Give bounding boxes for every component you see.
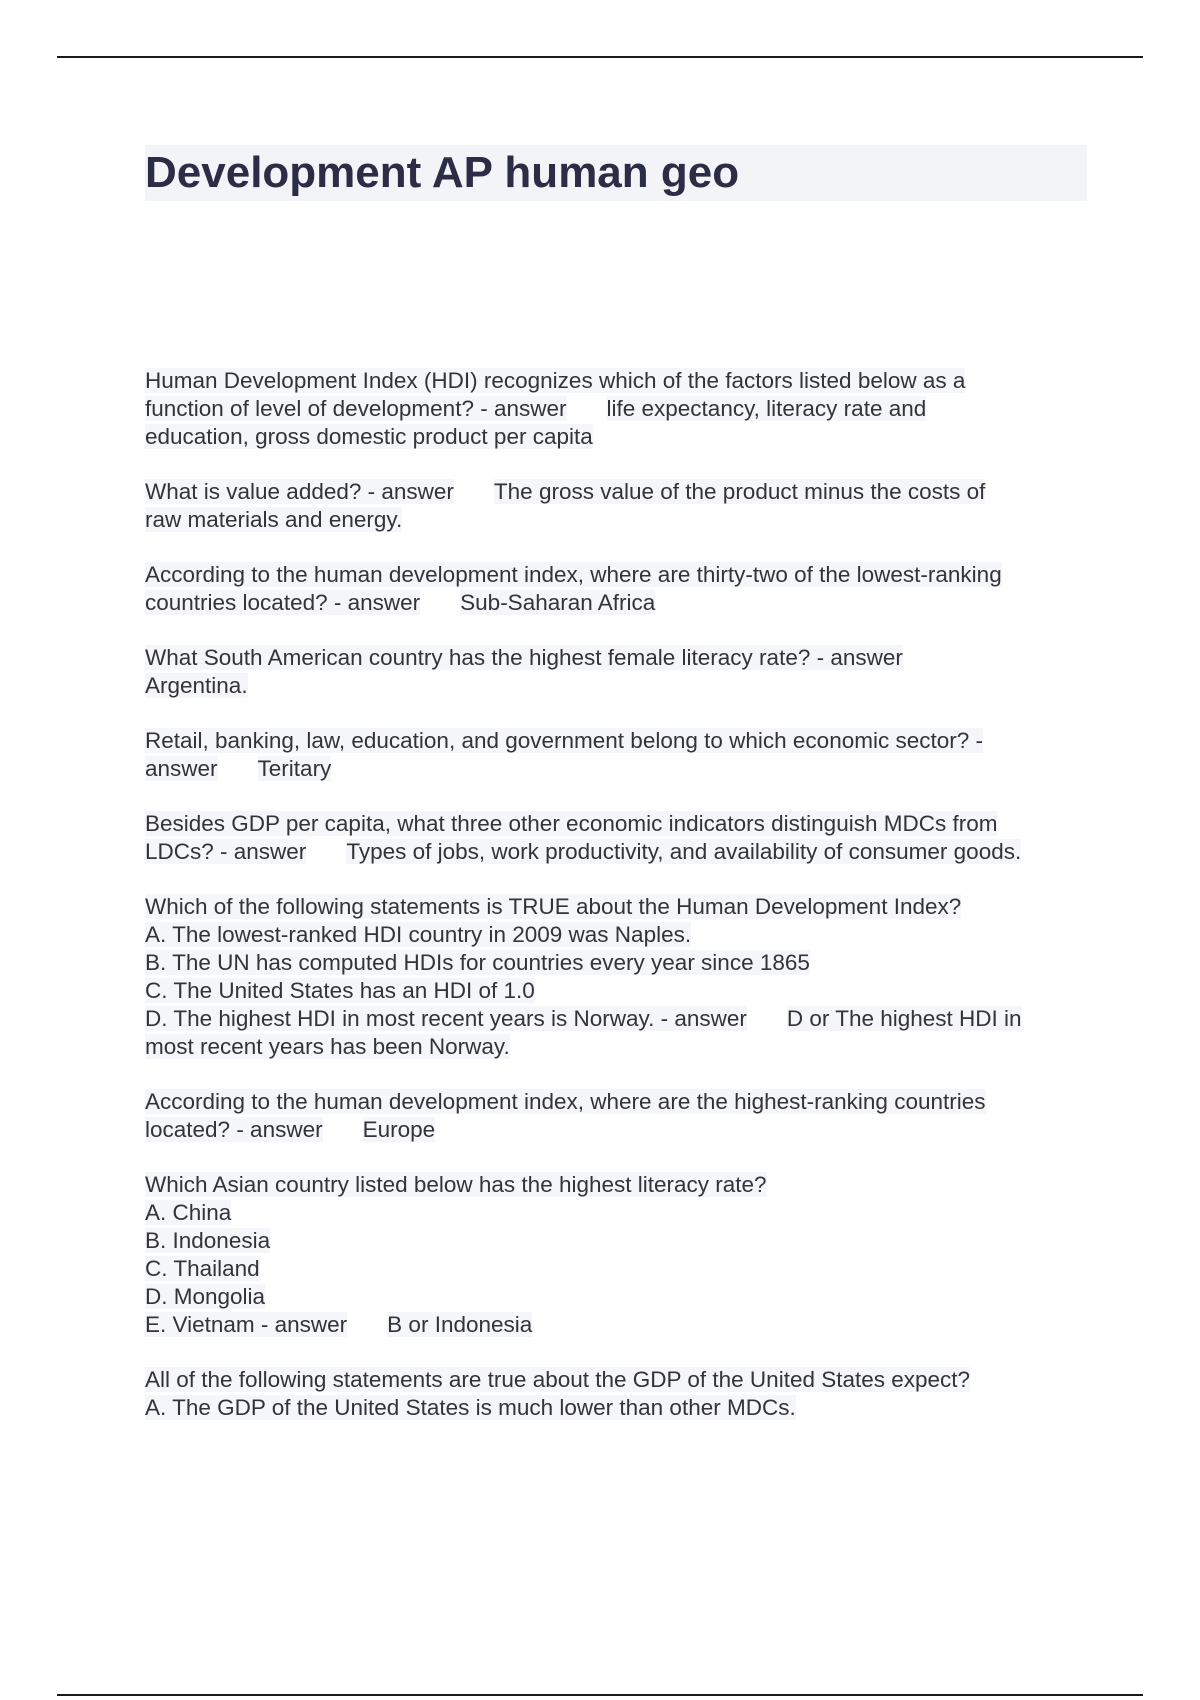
qa-line [145, 1199, 1095, 1227]
question-text: countries located? - answer [145, 590, 421, 615]
line-text: All of the following statements are true about the GDP of the United States expect? [145, 1367, 971, 1392]
line-text: What South American country has the highest female literacy rate? - answer [145, 645, 903, 670]
qa-line [145, 1227, 1095, 1255]
qa-line [145, 1005, 1095, 1033]
question-text: E. Vietnam - answer [145, 1312, 348, 1337]
line-text: B. Indonesia [145, 1228, 271, 1253]
qa-line [145, 1088, 1095, 1116]
line-text: B. The UN has computed HDIs for countries every year since 1865 [145, 950, 810, 975]
line-text: Argentina. [145, 673, 248, 698]
qa-item [145, 367, 1095, 451]
line-text: According to the human development index, where are the highest-ranking countries [145, 1089, 986, 1114]
qa-line [145, 1116, 1095, 1144]
answer-text: Types of jobs, work productivity, and availability of consumer goods. [346, 839, 1022, 864]
qa-item [145, 478, 1095, 534]
qa-line [145, 561, 1095, 589]
question-text: What is value added? - answer [145, 479, 454, 504]
line-text: Which of the following statements is TRUE about the Human Development Index? [145, 894, 962, 919]
line-text: Besides GDP per capita, what three other economic indicators distinguish MDCs from [145, 811, 998, 836]
qa-line [145, 1255, 1095, 1283]
line-text: A. China [145, 1200, 232, 1225]
qa-line [145, 1366, 1095, 1394]
qa-line [145, 478, 1095, 506]
line-text: education, gross domestic product per capita [145, 424, 593, 449]
qa-item [145, 644, 1095, 700]
answer-text: The gross value of the product minus the costs of [493, 479, 986, 504]
answer-text: Sub-Saharan Africa [460, 590, 656, 615]
top-rule [57, 56, 1143, 58]
answer-text: D or The highest HDI in [786, 1006, 1022, 1031]
line-text: D. Mongolia [145, 1284, 266, 1309]
qa-item [145, 893, 1095, 1061]
qa-line [145, 395, 1095, 423]
qa-item [145, 561, 1095, 617]
qa-line [145, 367, 1095, 395]
qa-line [145, 921, 1095, 949]
qa-item [145, 727, 1095, 783]
qa-item [145, 1171, 1095, 1339]
qa-line [145, 810, 1095, 838]
line-text: A. The GDP of the United States is much lower than other MDCs. [145, 1395, 796, 1420]
answer-text: life expectancy, literacy rate and [606, 396, 927, 421]
qa-line [145, 949, 1095, 977]
question-text: LDCs? - answer [145, 839, 307, 864]
qa-line [145, 1171, 1095, 1199]
qa-line [145, 644, 1095, 672]
qa-line [145, 727, 1095, 755]
qa-line [145, 506, 1095, 534]
qa-line [145, 1283, 1095, 1311]
line-text: Retail, banking, law, education, and government belong to which economic sector? - [145, 728, 983, 753]
qa-item [145, 1088, 1095, 1144]
line-text: most recent years has been Norway. [145, 1034, 510, 1059]
qa-line [145, 893, 1095, 921]
question-text: function of level of development? - answer [145, 396, 567, 421]
qa-line [145, 1311, 1095, 1339]
qa-line [145, 977, 1095, 1005]
qa-line [145, 755, 1095, 783]
bottom-rule [57, 1694, 1143, 1696]
qa-item [145, 1366, 1095, 1422]
page-title: Development AP human geo [145, 148, 740, 197]
answer-text: B or Indonesia [387, 1312, 533, 1337]
question-text: located? - answer [145, 1117, 323, 1142]
line-text: C. Thailand [145, 1256, 260, 1281]
answer-text: Europe [362, 1117, 436, 1142]
qa-line [145, 672, 1095, 700]
line-text: raw materials and energy. [145, 507, 403, 532]
qa-list [145, 367, 1095, 1449]
answer-text: Teritary [257, 756, 332, 781]
qa-item [145, 810, 1095, 866]
question-text: D. The highest HDI in most recent years is Norway. - answer [145, 1006, 747, 1031]
line-text: Human Development Index (HDI) recognizes which of the factors listed below as a [145, 368, 966, 393]
qa-line [145, 1394, 1095, 1422]
qa-line [145, 838, 1095, 866]
qa-line [145, 423, 1095, 451]
line-text: According to the human development index, where are thirty-two of the lowest-ranking [145, 562, 1002, 587]
question-text: answer [145, 756, 218, 781]
line-text: C. The United States has an HDI of 1.0 [145, 978, 535, 1003]
qa-line [145, 589, 1095, 617]
qa-line [145, 1033, 1095, 1061]
line-text: Which Asian country listed below has the highest literacy rate? [145, 1172, 767, 1197]
line-text: A. The lowest-ranked HDI country in 2009 was Naples. [145, 922, 692, 947]
